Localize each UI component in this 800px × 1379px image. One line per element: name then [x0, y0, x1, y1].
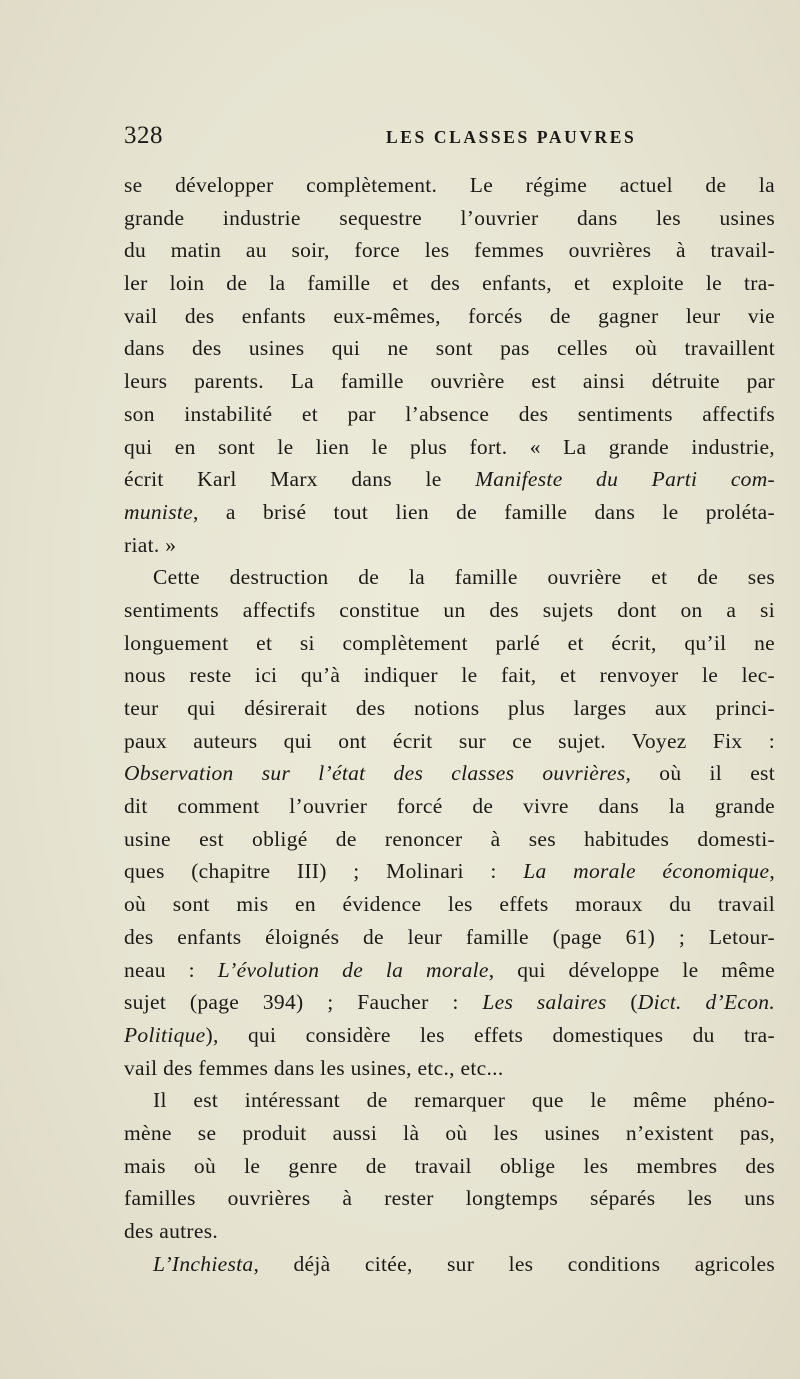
text-line [124, 1215, 775, 1248]
italic-text: La morale économique [523, 859, 770, 884]
text-line [124, 855, 775, 888]
text-line [124, 1150, 775, 1183]
paragraph [124, 1248, 775, 1281]
italic-text: muniste [124, 499, 193, 524]
running-head: LES CLASSES PAUVRES [386, 127, 637, 147]
line-text: Cette destruction de la famille ouvrière et de ses [153, 565, 775, 590]
text-line [124, 986, 775, 1019]
italic-text: Observation sur l’état des classes ouvrières [124, 761, 626, 786]
text-line [124, 267, 775, 300]
line-text: sentiments affectifs constitue un des sujets dont on a si [124, 597, 775, 622]
text-line [124, 1248, 775, 1281]
line-text: , où il est [625, 761, 775, 786]
paragraph [124, 169, 775, 561]
line-text: , a brisé tout lien de famille dans le proléta- [192, 499, 775, 524]
text-line [124, 398, 775, 431]
line-text: nous reste ici qu’à indiquer le fait, et renvoyer le lec- [124, 663, 775, 688]
line-text: mène se produit aussi là où les usines n’existent pas, [124, 1120, 775, 1145]
line-text: mais où le genre de travail oblige les membres des [124, 1153, 775, 1178]
text-line [124, 463, 775, 496]
text-line [124, 692, 775, 725]
italic-text: L’évolution de la morale [217, 957, 489, 982]
text-line [124, 300, 775, 333]
text-line [124, 921, 775, 954]
line-text: dit comment l’ouvrier forcé de vivre dans la grande [124, 794, 775, 819]
text-line [124, 725, 775, 758]
italic-text: Les salaires [482, 990, 607, 1015]
text-line [124, 888, 775, 921]
line-text: vail des enfants eux-mêmes, forcés de gagner leur vie [124, 303, 775, 328]
page-header [124, 121, 774, 151]
line-text: familles ouvrières à rester longtemps séparés les uns [124, 1186, 775, 1211]
line-text: riat. » [124, 532, 177, 557]
line-text: qui en sont le lien le plus fort. « La grande industrie, [124, 434, 775, 459]
line-text: ques (chapitre III) ; Molinari : [124, 859, 524, 884]
text-line [124, 757, 775, 790]
line-text: neau : [124, 957, 218, 982]
text-line [124, 202, 775, 235]
text-line [124, 1084, 775, 1117]
line-text: se développer complètement. Le régime actuel de la [124, 173, 775, 197]
italic-text: L’Inchiesta [153, 1251, 254, 1276]
text-line [124, 1019, 775, 1052]
text-line [124, 431, 775, 464]
line-text: , déjà citée, sur les conditions agricoles [253, 1251, 775, 1276]
paragraph [124, 1084, 775, 1247]
line-text: Il est intéressant de remarquer que le même phéno- [153, 1088, 775, 1113]
page-number: 328 [124, 122, 163, 149]
line-text: sujet (page 394) ; Faucher : [124, 990, 483, 1015]
line-text: son instabilité et par l’absence des sentiments affectifs [124, 401, 775, 426]
line-text: où sont mis en évidence les effets moraux du travail [124, 892, 775, 917]
line-text: du matin au soir, force les femmes ouvrières à travail- [124, 238, 775, 263]
text-line [124, 1117, 775, 1150]
text-line [124, 496, 775, 529]
text-line [124, 594, 775, 627]
text-line [124, 627, 775, 660]
line-text: vail des femmes dans les usines, etc., etc... [124, 1055, 504, 1080]
text-line [124, 169, 775, 202]
text-line [124, 365, 775, 398]
line-text: longuement et si complètement parlé et écrit, qu’il ne [124, 630, 775, 655]
line-text: des enfants éloignés de leur famille (page 61) ; Letour- [124, 924, 775, 949]
line-text: ( [606, 990, 638, 1015]
body-text [124, 169, 775, 1280]
text-line [124, 790, 775, 823]
italic-text: Manifeste du Parti com- [475, 467, 776, 492]
italic-text: Dict. d’Econ. [637, 990, 775, 1015]
line-text: leurs parents. La famille ouvrière est ainsi détruite par [124, 369, 775, 394]
text-line [124, 529, 775, 562]
text-line [124, 234, 775, 267]
paragraph [124, 561, 775, 1084]
line-text: des autres. [124, 1219, 219, 1243]
line-text: paux auteurs qui ont écrit sur ce sujet. Voyez Fix : [124, 728, 775, 753]
text-line [124, 1182, 775, 1215]
line-text: , qui développe le même [488, 957, 775, 982]
line-text: dans des usines qui ne sont pas celles où travaillent [124, 336, 775, 361]
text-line [124, 332, 775, 365]
line-text: ler loin de la famille et des enfants, et exploite le tra- [124, 271, 775, 296]
text-line [124, 561, 775, 594]
line-text: usine est obligé de renoncer à ses habitudes domesti- [124, 826, 775, 851]
line-text: , [769, 859, 776, 884]
italic-text: Politique [124, 1022, 206, 1047]
text-line [124, 954, 775, 987]
line-text: teur qui désirerait des notions plus larges aux princi- [124, 696, 775, 720]
text-line [124, 823, 775, 856]
line-text: écrit Karl Marx dans le [124, 467, 476, 492]
line-text: ), qui considère les effets domestiques du tra- [205, 1022, 775, 1047]
text-line [124, 1052, 775, 1085]
text-line [124, 659, 775, 692]
line-text: grande industrie sequestre l’ouvrier dans les usines [124, 205, 775, 230]
